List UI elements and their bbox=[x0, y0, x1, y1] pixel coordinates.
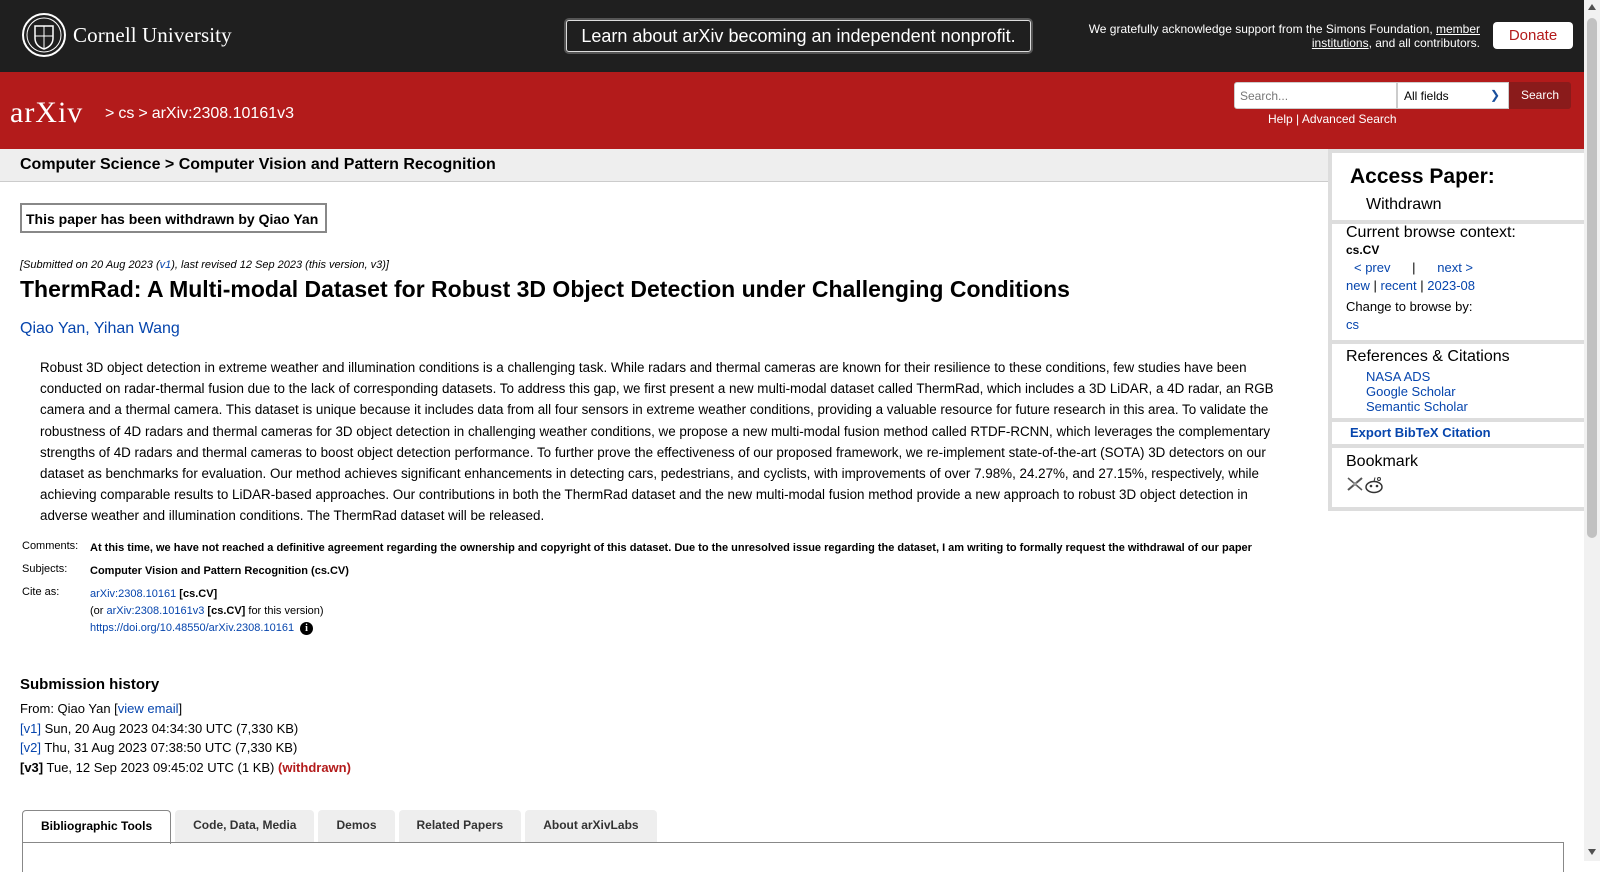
metadata-table bbox=[20, 538, 1320, 641]
withdrawn-notice: This paper has been withdrawn by Qiao Yan bbox=[20, 203, 327, 233]
browse-context-title: Current browse context: bbox=[1346, 224, 1516, 241]
new-link[interactable]: new bbox=[1346, 278, 1370, 293]
tab-code-data-media[interactable]: Code, Data, Media bbox=[175, 810, 314, 843]
search-field-select[interactable] bbox=[1397, 82, 1509, 109]
google-scholar-link[interactable]: Google Scholar bbox=[1366, 384, 1456, 399]
tab-about-arxivlabs[interactable]: About arXivLabs bbox=[525, 810, 656, 843]
submission-history-title: Submission history bbox=[20, 676, 160, 693]
version-v2-text: Thu, 31 Aug 2023 07:38:50 UTC (7,330 KB) bbox=[40, 740, 298, 755]
arxiv-logo[interactable] bbox=[10, 92, 102, 132]
comments-label: Comments: bbox=[22, 540, 79, 552]
version-row bbox=[20, 758, 351, 778]
subjects-label: Subjects: bbox=[22, 563, 68, 575]
next-link[interactable]: next > bbox=[1437, 260, 1474, 275]
tab-related-papers[interactable]: Related Papers bbox=[399, 810, 522, 843]
cite-category: [cs.CV] bbox=[179, 588, 218, 600]
dateline-prefix: [Submitted on 20 Aug 2023 ( bbox=[20, 259, 160, 271]
scroll-up-icon[interactable] bbox=[1588, 4, 1596, 10]
support-acknowledgement bbox=[1070, 22, 1480, 50]
advanced-search-link[interactable]: Advanced Search bbox=[1301, 112, 1397, 126]
breadcrumb bbox=[105, 105, 298, 123]
scroll-thumb[interactable] bbox=[1587, 18, 1597, 538]
cite-label: Cite as: bbox=[22, 586, 60, 598]
bibsonomy-icon[interactable] bbox=[1346, 476, 1364, 492]
tab-bibliographic-tools[interactable]: Bibliographic Tools bbox=[22, 810, 171, 844]
recent-nav bbox=[1346, 278, 1475, 293]
search-button[interactable]: Search bbox=[1509, 82, 1571, 109]
vertical-scrollbar[interactable] bbox=[1584, 0, 1600, 861]
arxiv-header bbox=[0, 72, 1584, 149]
paper-title: ThermRad: A Multi-modal Dataset for Robust 3D Object Detection under Challenging Conditions bbox=[20, 276, 1070, 302]
breadcrumb-paper-id[interactable]: arXiv:2308.10161v3 bbox=[151, 105, 295, 122]
info-icon[interactable]: i bbox=[300, 622, 313, 635]
export-box bbox=[1332, 422, 1584, 444]
version-v1-link[interactable]: [v1] bbox=[20, 720, 41, 736]
dateline-suffix: ), last revised 12 Sep 2023 (this version, v3)] bbox=[171, 259, 389, 271]
browse-cs-link[interactable]: cs bbox=[1346, 317, 1359, 332]
subjects-value bbox=[90, 561, 1320, 582]
version-row bbox=[20, 719, 351, 739]
access-paper-title: Access Paper: bbox=[1350, 165, 1495, 188]
arxiv-logo-text: arXiv bbox=[10, 96, 84, 129]
category-heading: Computer Science > Computer Vision and Pattern Recognition bbox=[0, 149, 1328, 182]
bookmark-title: Bookmark bbox=[1346, 453, 1419, 470]
references-title: References & Citations bbox=[1346, 348, 1510, 365]
browse-context-box bbox=[1332, 224, 1584, 340]
version-v3-text: Tue, 12 Sep 2023 09:45:02 UTC (1 KB) bbox=[43, 759, 278, 775]
month-link[interactable]: 2023-08 bbox=[1427, 278, 1475, 293]
bookmark-box bbox=[1332, 448, 1584, 507]
doi-link[interactable]: https://doi.org/10.48550/arXiv.2308.10161 bbox=[90, 622, 295, 634]
breadcrumb-sep-2: > bbox=[138, 105, 148, 122]
help-separator: | bbox=[1296, 112, 1300, 126]
access-status: Withdrawn bbox=[1366, 196, 1442, 213]
version-row bbox=[20, 738, 351, 758]
references-box bbox=[1332, 344, 1584, 418]
bookmark-icons bbox=[1346, 476, 1384, 494]
paper-authors[interactable]: Qiao Yan, Yihan Wang bbox=[20, 320, 180, 337]
cite-id-link[interactable]: arXiv:2308.10161 bbox=[90, 588, 177, 600]
breadcrumb-cs[interactable]: cs bbox=[118, 105, 135, 122]
help-links bbox=[1268, 112, 1397, 126]
search-field-value: All fields bbox=[1404, 89, 1449, 103]
version-v3-label: [v3] bbox=[20, 759, 44, 775]
subjects-row bbox=[20, 561, 1320, 582]
labs-tabs bbox=[22, 810, 661, 844]
cornell-logo[interactable] bbox=[21, 12, 232, 58]
cornell-wordmark: Cornell University bbox=[73, 22, 232, 47]
submission-dateline bbox=[20, 259, 389, 271]
access-paper-box bbox=[1332, 153, 1584, 220]
dateline-v1-link[interactable]: v1 bbox=[159, 259, 172, 271]
view-email-link[interactable]: view email bbox=[117, 701, 179, 716]
tab-demos[interactable]: Demos bbox=[318, 810, 394, 843]
cite-version-link[interactable]: arXiv:2308.10161v3 bbox=[106, 605, 205, 617]
top-banner bbox=[0, 0, 1584, 72]
comments-text: At this time, we have not reached a definitive agreement regarding the ownership and copyright of this dataset. Due to the unresolved issue regarding the dataset, I am writing to formally request the withdrawal of our paper bbox=[90, 542, 1252, 554]
help-link[interactable]: Help bbox=[1268, 112, 1293, 126]
comments-value bbox=[90, 538, 1320, 559]
tab-panel bbox=[22, 842, 1564, 872]
semantic-scholar-link[interactable]: Semantic Scholar bbox=[1366, 399, 1468, 414]
cite-or: (or bbox=[90, 605, 107, 617]
submission-from bbox=[20, 699, 351, 719]
withdrawn-tag: (withdrawn) bbox=[278, 759, 351, 775]
subjects-text: Computer Vision and Pattern Recognition (cs.CV) bbox=[90, 565, 349, 577]
nav-pipe-1: | bbox=[1373, 278, 1377, 293]
support-suffix: , and all contributors. bbox=[1368, 36, 1480, 50]
right-sidebar bbox=[1328, 149, 1584, 511]
nav-pipe-2: | bbox=[1420, 278, 1424, 293]
member-institutions-link[interactable]: member institutions bbox=[1311, 22, 1480, 50]
reddit-icon[interactable] bbox=[1364, 476, 1384, 494]
export-bibtex-link[interactable]: Export BibTeX Citation bbox=[1350, 425, 1491, 440]
chevron-down-icon: ❯ bbox=[1489, 88, 1500, 102]
cite-value bbox=[90, 584, 1320, 639]
prev-link[interactable]: < prev bbox=[1354, 260, 1391, 275]
breadcrumb-sep-1: > bbox=[105, 105, 115, 122]
cornell-seal-icon bbox=[21, 12, 67, 58]
cite-version-suffix: for this version) bbox=[245, 605, 324, 617]
prev-next-nav bbox=[1354, 260, 1473, 275]
recent-link[interactable]: recent bbox=[1380, 278, 1417, 293]
nonprofit-banner-button[interactable]: Learn about arXiv becoming an independent nonprofit. bbox=[566, 20, 1031, 52]
support-prefix: We gratefully acknowledge support from the Simons Foundation, bbox=[1088, 22, 1436, 36]
submission-history bbox=[20, 676, 351, 777]
search-input[interactable]: Search... bbox=[1234, 82, 1397, 109]
donate-button[interactable]: Donate bbox=[1493, 22, 1573, 49]
cite-row bbox=[20, 584, 1320, 639]
comments-row bbox=[20, 538, 1320, 559]
from-suffix: ] bbox=[178, 701, 183, 716]
scroll-down-icon[interactable] bbox=[1588, 849, 1596, 855]
version-v2-link[interactable]: [v2] bbox=[20, 740, 41, 755]
from-prefix: From: Qiao Yan [ bbox=[20, 701, 118, 716]
cite-version-category: [cs.CV] bbox=[207, 605, 246, 617]
prev-next-pipe: | bbox=[1412, 260, 1416, 275]
change-browse-label: Change to browse by: bbox=[1346, 299, 1473, 314]
nasa-ads-link[interactable]: NASA ADS bbox=[1366, 369, 1431, 384]
version-v1-text: Sun, 20 Aug 2023 04:34:30 UTC (7,330 KB) bbox=[40, 720, 299, 736]
browse-context-code: cs.CV bbox=[1346, 243, 1380, 257]
paper-abstract: Robust 3D object detection in extreme weather and illumination conditions is a challenging task. While radars and thermal cameras are known for their resilience to these conditions, few studies have been conducted on radar-thermal fusion due to the lack of corresponding datasets. To address this gap, we first present a new multi-modal dataset called ThermRad, which includes a 3D LiDAR, a 4D radar, an RGB camera and a thermal camera. This dataset is unique because it includes data from all four sensors in extreme weather conditions, providing a valuable resource for future research in this area. To validate the robustness of 4D radars and thermal cameras for 3D object detection in challenging weather conditions, we propose a new multi-modal fusion method called RTDF-RCNN, which leverages the complementary strengths of 4D radars and thermal cameras to boost object detection performance. To further prove the effectiveness of our proposed framework, we re-implement state-of-the-art (SOTA) 3D detectors on our dataset as benchmarks for evaluation. Our method achieves significant enhancements in detecting cars, pedestrians, and cyclists, with improvements of over 7.98%, 24.27%, and 27.15%, respectively, while achieving comparable results to LiDAR-based approaches. Our contributions in both the ThermRad dataset and the new multi-modal fusion method provide a new approach to robust 3D object detection in adverse weather and illumination conditions. The ThermRad dataset will be released. bbox=[40, 360, 1274, 524]
